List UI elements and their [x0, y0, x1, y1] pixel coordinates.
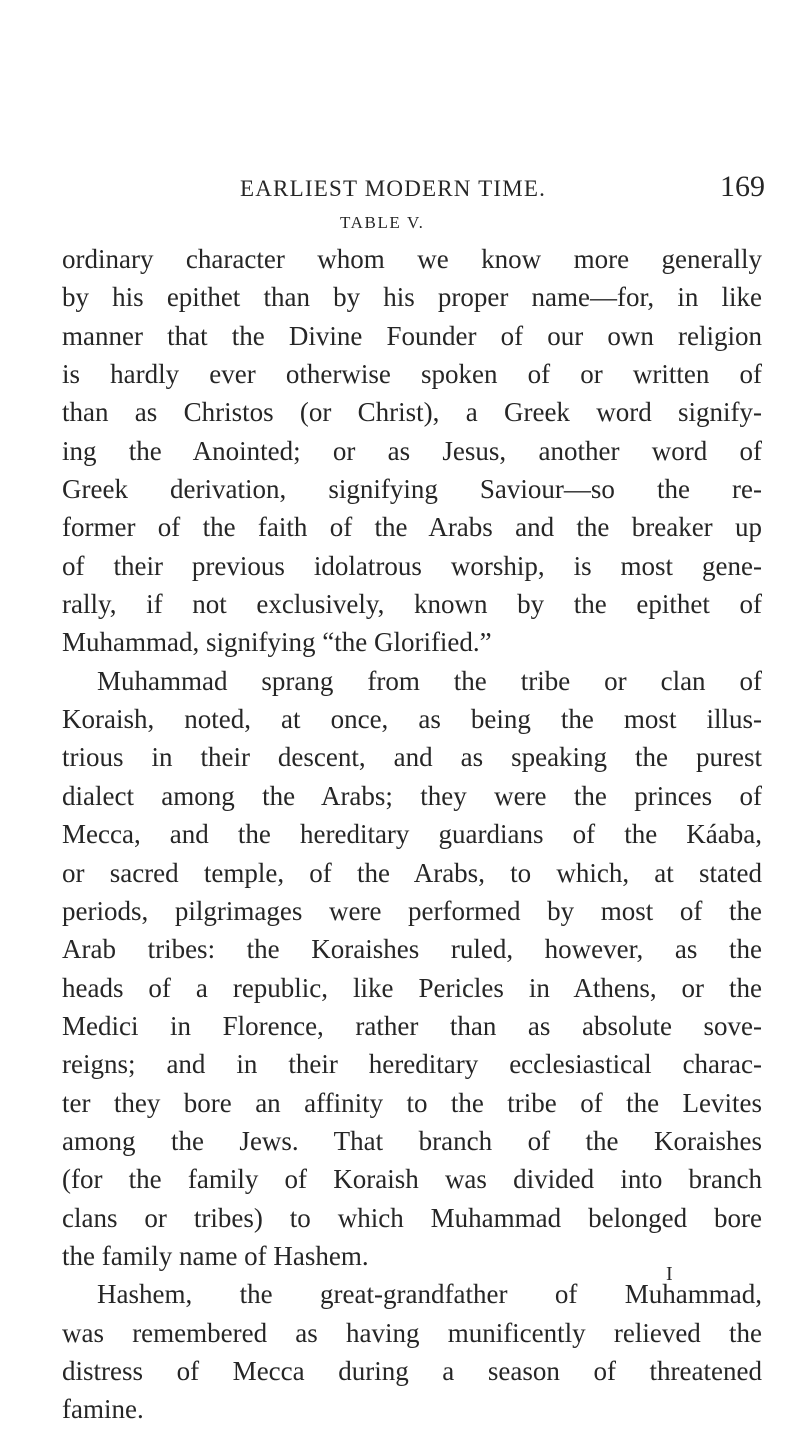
text-line: Koraish, noted, at once, as being the most illus- [62, 704, 762, 735]
text-line: clans or tribes) to which Muhammad belonged bore [62, 1202, 762, 1233]
text-line: distress of Mecca during a season of threatened [62, 1355, 762, 1386]
text-line: ing the Anointed; or as Jesus, another word of [62, 435, 762, 466]
page-header [240, 170, 765, 210]
text-line: manner that the Divine Founder of our own religion [62, 320, 762, 351]
text-line: rally, if not exclusively, known by the epithet of [62, 589, 762, 620]
text-line: dialect among the Arabs; they were the princes of [62, 780, 762, 811]
page-number: 169 [720, 170, 765, 203]
text-line: of their previous idolatrous worship, is most gene- [62, 550, 762, 581]
text-line: Arab tribes: the Koraishes ruled, however, as the [62, 934, 762, 965]
text-line: ter they bore an affinity to the tribe of the Levites [62, 1087, 762, 1118]
text-line: ordinary character whom we know more generally [62, 244, 762, 274]
text-line: Muhammad sprang from the tribe or clan of [97, 665, 762, 696]
text-line: Muhammad, signifying “the Glorified.” [62, 627, 492, 658]
text-line: by his epithet than by his proper name—for, in like [62, 282, 762, 313]
text-line: former of the faith of the Arabs and the breaker up [62, 512, 762, 543]
text-line: periods, pilgrimages were performed by most of the [62, 895, 762, 926]
text-line: is hardly ever otherwise spoken of or written of [62, 359, 762, 390]
running-head: EARLIEST MODERN TIME. [240, 176, 547, 201]
text-line: the family name of Hashem. [62, 1240, 369, 1271]
signature-mark: I [666, 1263, 673, 1285]
text-line: famine. [62, 1394, 144, 1425]
text-line: reigns; and in their hereditary ecclesiastical charac- [62, 1049, 762, 1080]
text-line: among the Jews. That branch of the Koraishes [62, 1125, 762, 1156]
text-line: or sacred temple, of the Arabs, to which, at stated [62, 857, 762, 888]
text-line: Greek derivation, signifying Saviour—so the re- [62, 474, 762, 505]
text-line: than as Christos (or Christ), a Greek word signify- [62, 397, 762, 428]
text-line: heads of a republic, like Pericles in Athens, or the [62, 972, 762, 1003]
text-line: Medici in Florence, rather than as absolute sove- [62, 1010, 762, 1041]
text-line: was remembered as having munificently relieved the [62, 1317, 762, 1348]
text-line: (for the family of Koraish was divided into branch [62, 1164, 762, 1195]
table-label: TABLE V. [340, 213, 425, 232]
text-line: Hashem, the great-grandfather of Muhammad, [97, 1279, 762, 1310]
body-text [62, 240, 762, 1429]
text-line: Mecca, and the hereditary guardians of the Káaba, [62, 819, 762, 850]
text-line: trious in their descent, and as speaking the purest [62, 742, 762, 773]
